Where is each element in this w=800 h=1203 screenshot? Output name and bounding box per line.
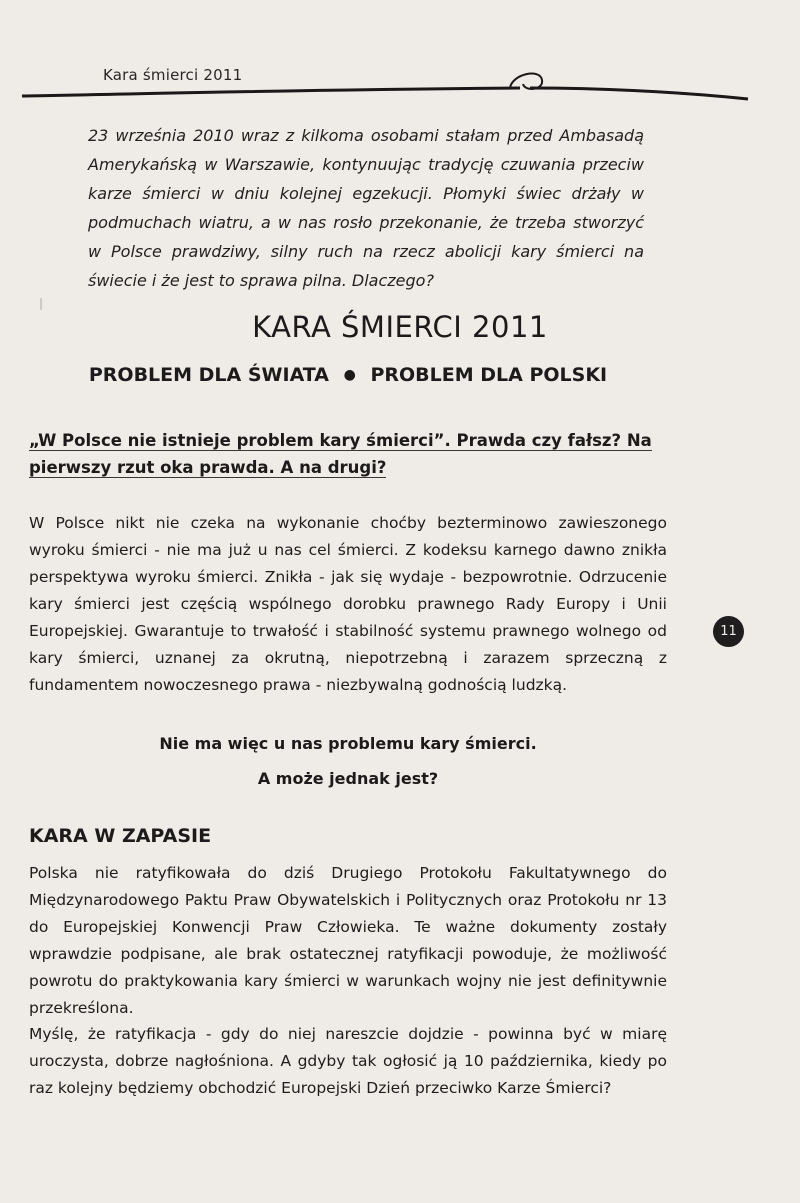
paragraph-3: Myślę, że ratyfikacja - gdy do niej nareszcie dojdzie - powinna być w miarę uroczysta, dobrze nagłośniona. A gdyby tak ogłosić ją 10 października, kiedy po raz kolejny będziemy obchodzić Europejski Dzień przeciwko Karze Śmierci? xyxy=(29,1025,667,1097)
question-text: „W Polsce nie istnieje problem kary śmierci”. Prawda czy fałsz? Na pierwszy rzut oka prawda. A na drugi? xyxy=(29,431,652,477)
page-number: 11 xyxy=(713,616,744,647)
margin-mark xyxy=(40,298,42,310)
page-title: KARA ŚMIERCI 2011 xyxy=(252,310,548,344)
subtitle-right: PROBLEM DLA POLSKI xyxy=(370,364,608,386)
intro-paragraph: 23 września 2010 wraz z kilkoma osobami stałam przed Ambasadą Amerykańską w Warszawie, kontynuując tradycję czuwania przeciw karze śmierci w dniu kolejnej egzekucji. Płomyki świec drżały w podmuchach wiatru, a w nas rosło przekonanie, że trzeba stworzyć w Polsce prawdziwy, silny ruch na rzecz abolicji kary śmierci na świecie i że jest to sprawa pilna. Dlaczego? xyxy=(88,126,644,290)
header-rule xyxy=(20,58,750,108)
center-line-1: Nie ma więc u nas problemu kary śmierci. xyxy=(159,734,537,753)
subtitle xyxy=(0,364,696,386)
paragraph-1: W Polsce nikt nie czeka na wykonanie choćby bezterminowo zawieszonego wyroku śmierci - nie ma już u nas cel śmierci. Z kodeksu karnego dawno znikła perspektywa wyroku śmierci. Znikła - jak się wydaje - bezpowrotnie. Odrzucenie kary śmierci jest częścią wspólnego dorobku prawnego Rady Europy i Unii Europejskiej. Gwarantuje to trwałość i stabilność systemu prawnego wolnego od kary śmierci, uznanej za okrutną, niepotrzebną i zarazem sprzeczną z fundamentem nowoczesnego prawa - niezbywalną godnością ludzką. xyxy=(29,514,667,694)
question xyxy=(29,427,669,481)
subtitle-left: PROBLEM DLA ŚWIATA xyxy=(88,364,329,386)
running-head: Kara śmierci 2011 xyxy=(103,66,243,84)
bullet-icon: ● xyxy=(343,367,356,383)
section-heading: KARA W ZAPASIE xyxy=(29,825,212,847)
center-line-2: A może jednak jest? xyxy=(257,769,439,788)
paragraph-2: Polska nie ratyfikowała do dziś Drugiego Protokołu Fakultatywnego do Międzynarodowego Paktu Praw Obywatelskich i Politycznych oraz Protokołu nr 13 do Europejskiej Konwencji Praw Człowieka. Te ważne dokumenty zostały wprawdzie podpisane, ale brak ostatecznej ratyfikacji powoduje, że możliwość powrotu do praktykowania kary śmierci w warunkach wojny nie jest definitywnie przekreślona. xyxy=(29,864,667,1017)
